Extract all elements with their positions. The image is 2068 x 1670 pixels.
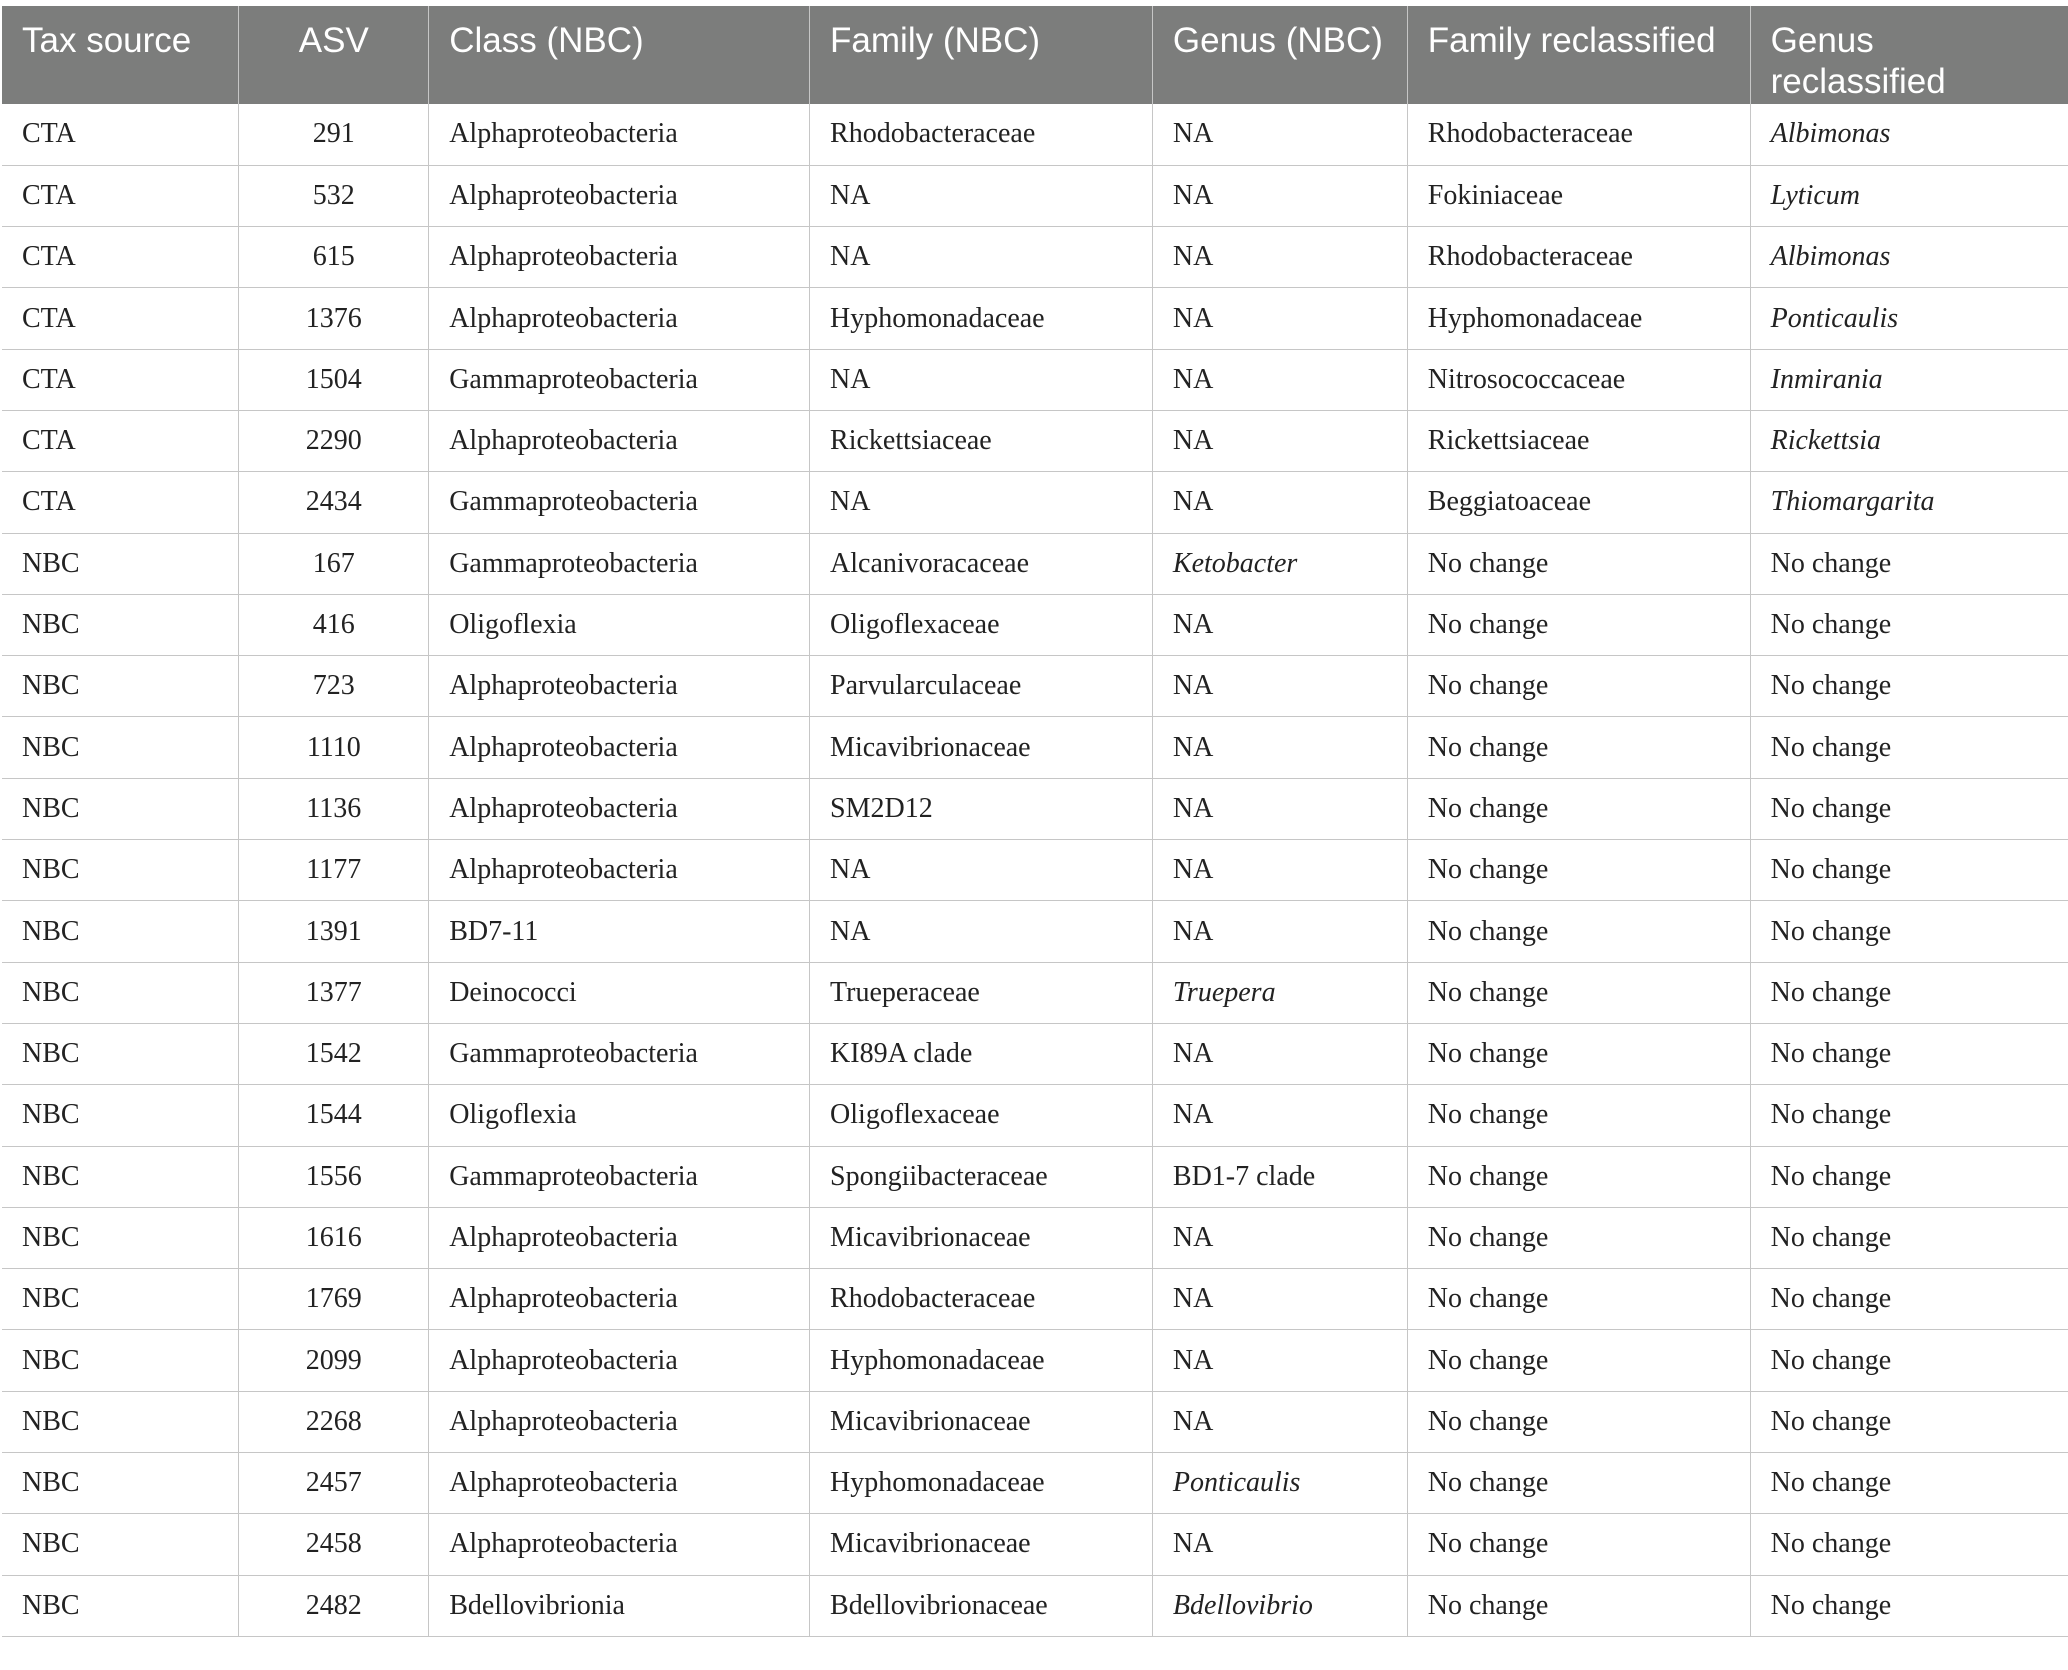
cell-asv: 2434 [239,472,429,533]
cell-tax-source: NBC [2,1453,239,1514]
cell-class-nbc: Alphaproteobacteria [429,288,810,349]
header-family-reclassified: Family reclassified [1407,6,1750,104]
cell-asv: 723 [239,656,429,717]
cell-family-reclassified: No change [1407,1146,1750,1207]
cell-class-nbc: Alphaproteobacteria [429,1514,810,1575]
cell-genus-nbc: BD1-7 clade [1152,1146,1407,1207]
cell-family-reclassified: Beggiatoaceae [1407,472,1750,533]
table-row [2,717,2068,778]
table-row [2,1391,2068,1452]
cell-tax-source: NBC [2,962,239,1023]
cell-family-nbc: Oligoflexaceae [810,1085,1153,1146]
cell-genus-nbc: NA [1152,1391,1407,1452]
cell-class-nbc: Gammaproteobacteria [429,472,810,533]
cell-class-nbc: Alphaproteobacteria [429,104,810,165]
cell-asv: 532 [239,165,429,226]
cell-tax-source: NBC [2,1146,239,1207]
cell-asv: 2268 [239,1391,429,1452]
table-row [2,1330,2068,1391]
cell-genus-nbc: NA [1152,717,1407,778]
cell-asv: 1376 [239,288,429,349]
table-row [2,227,2068,288]
cell-class-nbc: Alphaproteobacteria [429,1269,810,1330]
cell-family-reclassified: No change [1407,533,1750,594]
cell-class-nbc: Alphaproteobacteria [429,410,810,471]
cell-asv: 2458 [239,1514,429,1575]
table-row [2,962,2068,1023]
cell-asv: 1377 [239,962,429,1023]
cell-genus-reclassified: Lyticum [1750,165,2068,226]
cell-genus-reclassified: No change [1750,840,2068,901]
cell-genus-reclassified: No change [1750,1514,2068,1575]
cell-family-nbc: Alcanivoracaceae [810,533,1153,594]
table-row [2,1207,2068,1268]
cell-family-reclassified: No change [1407,962,1750,1023]
taxonomy-table [2,6,2068,1637]
cell-family-nbc: Micavibrionaceae [810,1207,1153,1268]
cell-family-reclassified: Nitrosococcaceae [1407,349,1750,410]
cell-genus-nbc: Truepera [1152,962,1407,1023]
cell-class-nbc: Alphaproteobacteria [429,717,810,778]
cell-genus-nbc: NA [1152,288,1407,349]
cell-family-reclassified: No change [1407,778,1750,839]
cell-tax-source: NBC [2,717,239,778]
table-row [2,1023,2068,1084]
header-genus-reclassified: Genus reclassified [1750,6,2068,104]
cell-tax-source: CTA [2,104,239,165]
cell-family-reclassified: Rickettsiaceae [1407,410,1750,471]
cell-genus-reclassified: No change [1750,594,2068,655]
cell-tax-source: NBC [2,1575,239,1636]
cell-asv: 2482 [239,1575,429,1636]
cell-class-nbc: Alphaproteobacteria [429,1453,810,1514]
cell-class-nbc: Oligoflexia [429,594,810,655]
cell-family-nbc: NA [810,472,1153,533]
cell-tax-source: NBC [2,840,239,901]
cell-family-reclassified: Fokiniaceae [1407,165,1750,226]
table-row [2,656,2068,717]
cell-family-nbc: Rickettsiaceae [810,410,1153,471]
header-class-nbc: Class (NBC) [429,6,810,104]
cell-tax-source: CTA [2,349,239,410]
cell-asv: 1391 [239,901,429,962]
cell-genus-reclassified: Inmirania [1750,349,2068,410]
cell-family-reclassified: No change [1407,901,1750,962]
cell-class-nbc: Alphaproteobacteria [429,656,810,717]
cell-family-nbc: Micavibrionaceae [810,1514,1153,1575]
table-row [2,472,2068,533]
cell-family-nbc: Spongiibacteraceae [810,1146,1153,1207]
cell-asv: 416 [239,594,429,655]
cell-asv: 1542 [239,1023,429,1084]
cell-class-nbc: Alphaproteobacteria [429,778,810,839]
cell-family-nbc: Parvularculaceae [810,656,1153,717]
header-asv: ASV [239,6,429,104]
cell-genus-reclassified: No change [1750,778,2068,839]
cell-family-reclassified: No change [1407,1575,1750,1636]
cell-family-nbc: Rhodobacteraceae [810,104,1153,165]
cell-genus-nbc: NA [1152,1330,1407,1391]
cell-class-nbc: Oligoflexia [429,1085,810,1146]
cell-genus-reclassified: No change [1750,901,2068,962]
cell-genus-nbc: NA [1152,1023,1407,1084]
cell-genus-nbc: NA [1152,656,1407,717]
cell-genus-nbc: NA [1152,104,1407,165]
cell-asv: 2457 [239,1453,429,1514]
cell-class-nbc: Alphaproteobacteria [429,840,810,901]
header-family-nbc: Family (NBC) [810,6,1153,104]
table-row [2,1453,2068,1514]
cell-genus-reclassified: No change [1750,962,2068,1023]
cell-tax-source: CTA [2,410,239,471]
cell-class-nbc: Alphaproteobacteria [429,165,810,226]
table-row [2,840,2068,901]
cell-genus-reclassified: No change [1750,533,2068,594]
cell-family-nbc: NA [810,901,1153,962]
cell-tax-source: NBC [2,778,239,839]
cell-family-nbc: NA [810,165,1153,226]
table-row [2,778,2068,839]
cell-tax-source: CTA [2,227,239,288]
cell-genus-reclassified: No change [1750,656,2068,717]
cell-genus-reclassified: No change [1750,717,2068,778]
cell-family-reclassified: No change [1407,1207,1750,1268]
cell-genus-reclassified: No change [1750,1575,2068,1636]
cell-tax-source: NBC [2,1207,239,1268]
cell-tax-source: NBC [2,1514,239,1575]
cell-family-reclassified: No change [1407,717,1750,778]
cell-genus-nbc: NA [1152,165,1407,226]
cell-genus-nbc: NA [1152,1269,1407,1330]
cell-family-nbc: Hyphomonadaceae [810,1330,1153,1391]
cell-family-nbc: Bdellovibrionaceae [810,1575,1153,1636]
cell-family-reclassified: No change [1407,1023,1750,1084]
cell-family-nbc: SM2D12 [810,778,1153,839]
cell-genus-nbc: NA [1152,1514,1407,1575]
cell-tax-source: NBC [2,1391,239,1452]
table-row [2,1085,2068,1146]
cell-asv: 615 [239,227,429,288]
cell-genus-reclassified: Thiomargarita [1750,472,2068,533]
table-row [2,901,2068,962]
cell-asv: 1504 [239,349,429,410]
cell-family-reclassified: No change [1407,840,1750,901]
cell-genus-nbc: NA [1152,778,1407,839]
cell-genus-nbc: NA [1152,227,1407,288]
table-row [2,410,2068,471]
cell-tax-source: NBC [2,901,239,962]
cell-asv: 291 [239,104,429,165]
cell-family-reclassified: No change [1407,1514,1750,1575]
cell-family-reclassified: Rhodobacteraceae [1407,104,1750,165]
cell-genus-reclassified: Albimonas [1750,104,2068,165]
cell-family-nbc: Trueperaceae [810,962,1153,1023]
cell-asv: 1544 [239,1085,429,1146]
table-row [2,165,2068,226]
cell-class-nbc: Bdellovibrionia [429,1575,810,1636]
cell-family-reclassified: No change [1407,656,1750,717]
cell-genus-nbc: Ketobacter [1152,533,1407,594]
cell-tax-source: NBC [2,533,239,594]
cell-genus-reclassified: Albimonas [1750,227,2068,288]
cell-family-nbc: KI89A clade [810,1023,1153,1084]
table-row [2,1146,2068,1207]
cell-genus-reclassified: No change [1750,1146,2068,1207]
cell-tax-source: NBC [2,1330,239,1391]
cell-genus-nbc: NA [1152,472,1407,533]
cell-genus-nbc: NA [1152,594,1407,655]
cell-family-reclassified: No change [1407,1085,1750,1146]
cell-tax-source: NBC [2,1023,239,1084]
cell-class-nbc: Gammaproteobacteria [429,1146,810,1207]
cell-asv: 1616 [239,1207,429,1268]
cell-tax-source: NBC [2,1085,239,1146]
cell-asv: 2290 [239,410,429,471]
cell-genus-reclassified: No change [1750,1207,2068,1268]
cell-family-nbc: NA [810,349,1153,410]
cell-class-nbc: Alphaproteobacteria [429,1330,810,1391]
cell-family-reclassified: No change [1407,594,1750,655]
cell-genus-nbc: Ponticaulis [1152,1453,1407,1514]
header-genus-nbc: Genus (NBC) [1152,6,1407,104]
cell-tax-source: NBC [2,594,239,655]
cell-class-nbc: Alphaproteobacteria [429,227,810,288]
cell-tax-source: CTA [2,288,239,349]
cell-tax-source: NBC [2,1269,239,1330]
cell-asv: 1556 [239,1146,429,1207]
cell-tax-source: CTA [2,472,239,533]
cell-family-reclassified: Rhodobacteraceae [1407,227,1750,288]
cell-class-nbc: Gammaproteobacteria [429,349,810,410]
cell-tax-source: NBC [2,656,239,717]
cell-genus-nbc: NA [1152,410,1407,471]
cell-genus-reclassified: No change [1750,1391,2068,1452]
cell-family-nbc: NA [810,227,1153,288]
table-row [2,1269,2068,1330]
table-row [2,1514,2068,1575]
table-body [2,104,2068,1636]
cell-genus-nbc: NA [1152,901,1407,962]
cell-class-nbc: Deinococci [429,962,810,1023]
table-row [2,533,2068,594]
cell-tax-source: CTA [2,165,239,226]
cell-class-nbc: Gammaproteobacteria [429,533,810,594]
cell-family-nbc: Micavibrionaceae [810,1391,1153,1452]
header-tax-source: Tax source [2,6,239,104]
cell-asv: 1177 [239,840,429,901]
cell-asv: 1136 [239,778,429,839]
table-row [2,104,2068,165]
cell-family-reclassified: No change [1407,1453,1750,1514]
cell-family-reclassified: No change [1407,1391,1750,1452]
cell-genus-nbc: NA [1152,840,1407,901]
cell-genus-nbc: NA [1152,349,1407,410]
cell-genus-reclassified: Ponticaulis [1750,288,2068,349]
cell-family-reclassified: Hyphomonadaceae [1407,288,1750,349]
cell-genus-reclassified: No change [1750,1330,2068,1391]
table-row [2,349,2068,410]
cell-family-nbc: Micavibrionaceae [810,717,1153,778]
cell-class-nbc: Gammaproteobacteria [429,1023,810,1084]
cell-family-nbc: Hyphomonadaceae [810,1453,1153,1514]
cell-genus-nbc: Bdellovibrio [1152,1575,1407,1636]
cell-family-nbc: Hyphomonadaceae [810,288,1153,349]
cell-class-nbc: Alphaproteobacteria [429,1207,810,1268]
cell-genus-nbc: NA [1152,1085,1407,1146]
cell-asv: 1769 [239,1269,429,1330]
cell-family-reclassified: No change [1407,1330,1750,1391]
cell-genus-nbc: NA [1152,1207,1407,1268]
cell-genus-reclassified: No change [1750,1453,2068,1514]
cell-class-nbc: Alphaproteobacteria [429,1391,810,1452]
cell-genus-reclassified: No change [1750,1269,2068,1330]
cell-family-nbc: NA [810,840,1153,901]
cell-genus-reclassified: No change [1750,1023,2068,1084]
cell-asv: 1110 [239,717,429,778]
cell-asv: 167 [239,533,429,594]
cell-class-nbc: BD7-11 [429,901,810,962]
cell-asv: 2099 [239,1330,429,1391]
cell-family-reclassified: No change [1407,1269,1750,1330]
cell-genus-reclassified: Rickettsia [1750,410,2068,471]
cell-family-nbc: Rhodobacteraceae [810,1269,1153,1330]
table-row [2,594,2068,655]
cell-family-nbc: Oligoflexaceae [810,594,1153,655]
cell-genus-reclassified: No change [1750,1085,2068,1146]
table-row [2,1575,2068,1636]
table-row [2,288,2068,349]
header-row [2,6,2068,104]
